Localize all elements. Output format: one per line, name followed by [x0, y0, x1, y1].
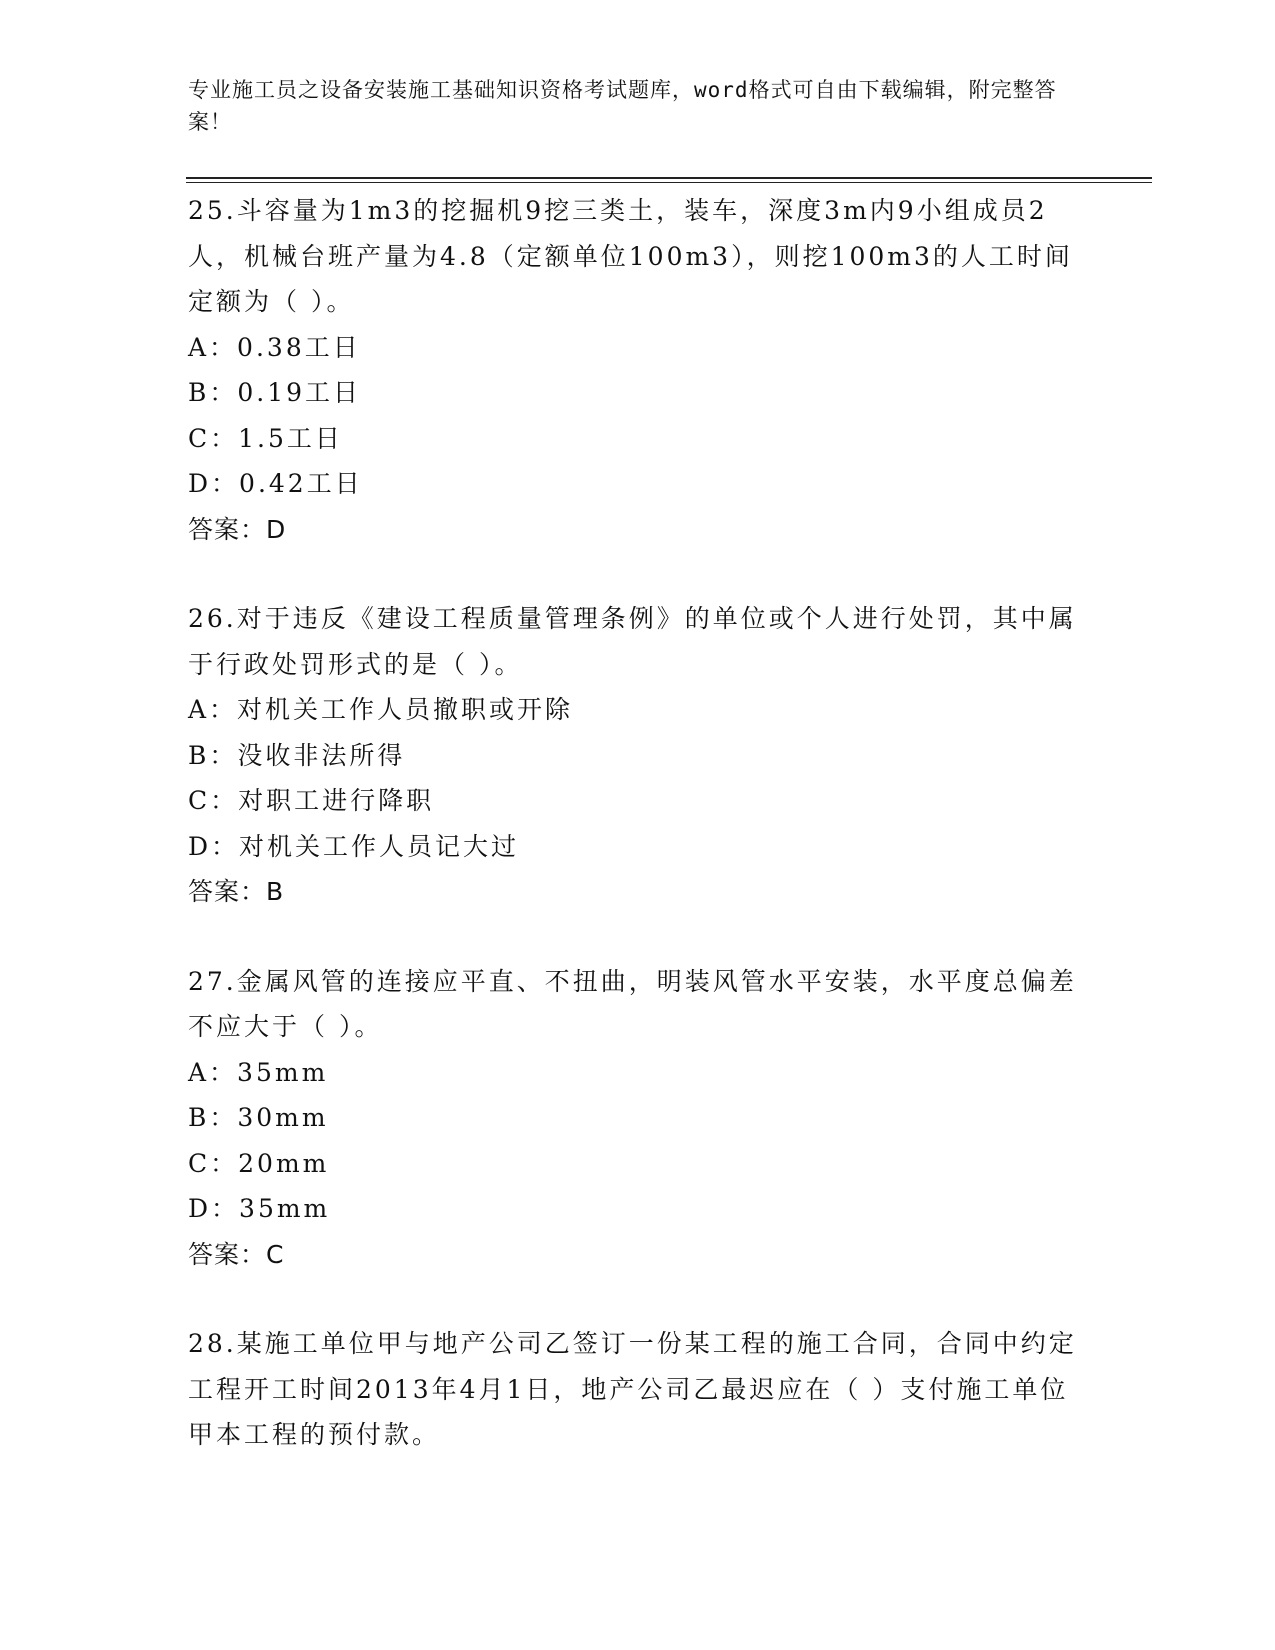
option-d: D：35mm	[188, 1194, 331, 1223]
question-25	[188, 188, 1088, 552]
question-28	[188, 1321, 1088, 1458]
question-list	[188, 188, 1088, 1502]
question-stem: 26.对于违反《建设工程质量管理条例》的单位或个人进行处罚，其中属于行政处罚形式的是（ ）。	[188, 604, 1077, 679]
answer-line: 答案：C	[188, 1239, 285, 1269]
question-27	[188, 959, 1088, 1278]
option-a: A：0.38工日	[188, 332, 361, 362]
answer-line: 答案：D	[188, 514, 287, 544]
question-stem: 27.金属风管的连接应平直、不扭曲，明装风管水平安装，水平度总偏差不应大于（ ）。	[188, 966, 1077, 1041]
option-c: C：1.5工日	[188, 423, 343, 453]
option-c: C：对职工进行降职	[188, 786, 435, 815]
option-b: B：没收非法所得	[188, 740, 406, 770]
document-header: 专业施工员之设备安装施工基础知识资格考试题库，word格式可自由下载编辑，附完整答案！	[188, 78, 1057, 134]
question-stem: 28.某施工单位甲与地产公司乙签订一份某工程的施工合同，合同中约定工程开工时间2013年4月1日，地产公司乙最迟应在（ ）支付施工单位甲本工程的预付款。	[188, 1329, 1077, 1449]
option-a: A：35mm	[188, 1057, 329, 1087]
option-a: A：对机关工作人员撤职或开除	[188, 695, 574, 724]
option-d: D：0.42工日	[188, 469, 363, 498]
question-stem: 25.斗容量为1m3的挖掘机9挖三类土，装车，深度3m内9小组成员2人，机械台班产量为4.8（定额单位100m3），则挖100m3的人工时间定额为（ ）。	[188, 196, 1073, 316]
header-divider-thick	[186, 177, 1152, 179]
header-divider-thin	[186, 182, 1152, 183]
question-26	[188, 596, 1088, 915]
answer-line: 答案：B	[188, 877, 285, 906]
option-d: D：对机关工作人员记大过	[188, 831, 520, 861]
option-c: C：20mm	[188, 1148, 330, 1178]
option-b: B：30mm	[188, 1103, 329, 1132]
option-b: B：0.19工日	[188, 378, 362, 407]
